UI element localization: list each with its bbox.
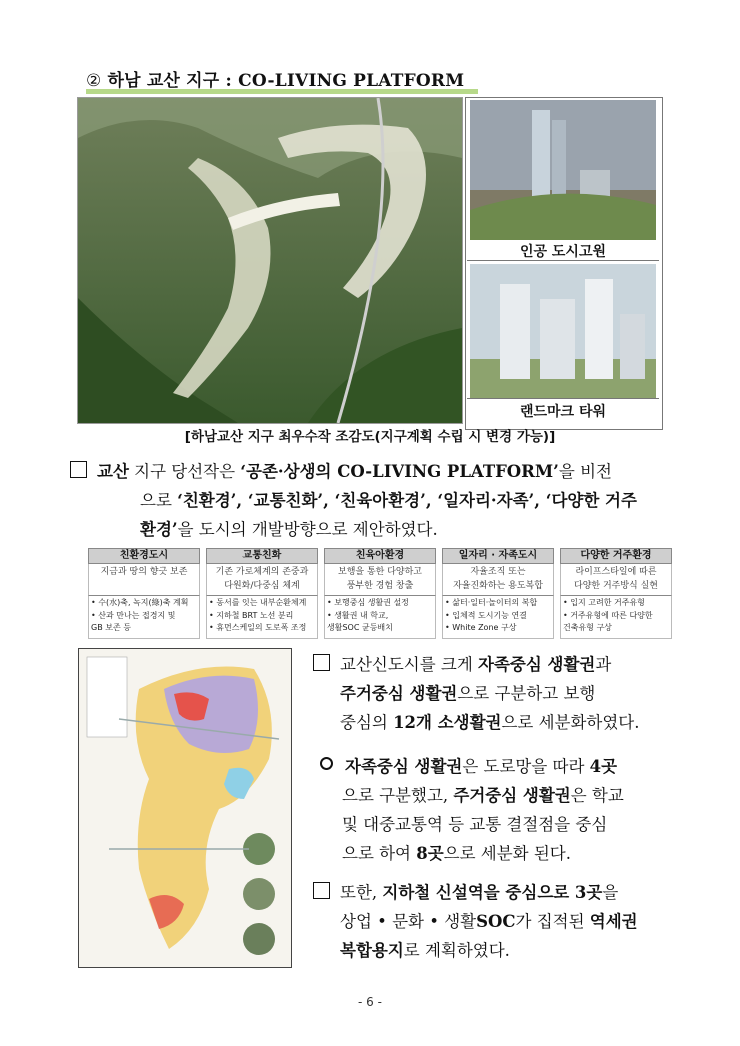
concept-item: • 휴먼스케일의 도로폭 조정: [209, 623, 307, 632]
text-bold: SOC: [476, 912, 516, 931]
concept-item: GB 보존 등: [91, 623, 131, 632]
concept-items: [560, 595, 672, 639]
concept-description: [442, 564, 554, 595]
section-heading: [86, 66, 464, 91]
concept-item: • 입체적 도시기능 연결: [445, 610, 527, 620]
text: 을 비전: [558, 462, 612, 481]
paragraph-station-areas: [313, 878, 685, 965]
text: 을 도시의 개발방향으로 제안하였다.: [177, 520, 438, 539]
text: 상업 • 문화 • 생활: [340, 912, 477, 931]
paragraph-line: [70, 515, 680, 544]
concept-header: 친육아환경: [324, 548, 436, 564]
concept-item: 생활SOC 균등배치: [327, 623, 393, 632]
landmark-tower-image: [470, 264, 656, 399]
concept-header: 친환경도시: [88, 548, 200, 564]
description-line: 지금과 땅의 향긋 보존: [100, 567, 188, 577]
urban-plateau-image: [470, 100, 656, 240]
description-line: 풍부한 경험 창출: [346, 581, 414, 591]
concept-header: 일자리 · 자족도시: [442, 548, 554, 564]
checkbox-bullet: [313, 654, 330, 671]
concept-column: [324, 548, 436, 636]
concept-item: 건축유형 구상: [563, 623, 612, 632]
checkbox-bullet: [70, 461, 87, 478]
paragraph-line: [313, 936, 685, 965]
figure-caption: [하남교산 지구 최우수작 조감도(지구계획 수립 시 변경 가능)]: [184, 429, 556, 445]
text: 으로: [140, 491, 178, 510]
text: 은 학교: [570, 786, 624, 805]
paragraph-line: [313, 907, 685, 936]
aerial-rendering-image: [77, 97, 463, 424]
concept-header: 다양한 거주환경: [560, 548, 672, 564]
paragraph-line: [320, 781, 685, 810]
text: 으로 구분했고,: [342, 786, 454, 805]
text-bold: 자족중심 생활권: [345, 757, 463, 776]
concept-item: • 동서를 잇는 내부순환체계: [209, 598, 307, 607]
concept-column: [88, 548, 200, 636]
concept-item: • 산과 만나는 접경지 및: [91, 610, 176, 620]
text-bold: 교산: [97, 462, 129, 481]
concept-item: • 거주유형에 따른 다양한: [563, 610, 653, 620]
text: 으로 세분화하였다.: [501, 713, 640, 732]
text: 로 계획하였다.: [403, 941, 510, 960]
paragraph-line: [320, 839, 685, 868]
section-title: 하남 교산 지구 : CO-LIVING PLATFORM: [107, 71, 465, 91]
section-number: ②: [86, 71, 102, 91]
text: 과: [595, 655, 612, 674]
caption-divider-bottom: [467, 398, 659, 399]
text-bold: 8곳: [416, 844, 444, 863]
concept-item: • 수(水)축, 녹지(綠)축 계획: [91, 598, 189, 607]
paragraph-line: 및 대중교통역 등 교통 결절점을 중심: [342, 815, 608, 834]
checkbox-bullet: [313, 882, 330, 899]
description-line: 자율진화하는 용도복합: [453, 581, 543, 591]
text-bold: 역세권: [589, 912, 638, 931]
text-bold: 주거중심 생활권: [340, 684, 458, 703]
concept-column: [442, 548, 554, 636]
text: 중심의: [340, 713, 394, 732]
concept-item: • 보행중심 생활권 설정: [327, 598, 409, 607]
concept-description: [206, 564, 318, 595]
text-bold: 주거중심 생활권: [453, 786, 571, 805]
description-line: 보행을 통한 다양하고: [338, 567, 422, 577]
landmark-tower-caption: 랜드마크 타워: [519, 404, 607, 420]
description-line: 다양한 거주방식 실현: [574, 581, 658, 591]
description-line: 라이프스타일에 따른: [575, 567, 657, 577]
concept-item: • 삶터·일터·놀이터의 복합: [445, 598, 538, 607]
description-line: 자율조직 또는: [470, 567, 526, 577]
text-bold: 복합용지: [340, 941, 404, 960]
text: 으로 하여: [342, 844, 417, 863]
text: 지구 당선작은: [128, 462, 241, 481]
text-bold: ‘공존·상생의 CO-LIVING PLATFORM’: [240, 462, 559, 481]
text: 또한,: [340, 883, 383, 902]
circle-bullet: [320, 757, 333, 770]
text-bold: 12개 소생활권: [393, 713, 502, 732]
text-bold: 환경’: [140, 520, 178, 539]
description-line: 기존 가로체계의 존중과: [215, 567, 309, 577]
text: 가 집적된: [515, 912, 590, 931]
text: 을: [602, 883, 619, 902]
concept-item: • White Zone 구상: [445, 623, 517, 632]
text-bold: 4곳: [589, 757, 618, 776]
concept-items: [88, 595, 200, 639]
paragraph-line: [70, 486, 680, 515]
page-number: - 6 -: [358, 995, 382, 1009]
concept-description: [88, 564, 200, 595]
text: 은 도로망을 따라: [462, 757, 590, 776]
concept-description: [560, 564, 672, 595]
paragraph-line: [313, 708, 685, 737]
concept-column: [560, 548, 672, 636]
text-bold: 자족중심 생활권: [478, 655, 596, 674]
concept-item: • 생활권 내 학교,: [327, 610, 389, 620]
concept-items: [324, 595, 436, 639]
text: 으로 세분화 된다.: [443, 844, 571, 863]
concept-description: [324, 564, 436, 595]
concept-column: [206, 548, 318, 636]
concept-item: • 지하철 BRT 노선 분리: [209, 610, 294, 620]
urban-plateau-caption: 인공 도시고원: [519, 244, 607, 260]
text-bold: 지하철 신설역을 중심으로 3곳: [382, 883, 603, 902]
paragraph-line: [313, 679, 685, 708]
description-line: 다원화/다중심 체계: [224, 581, 300, 591]
concept-header: 교통친화: [206, 548, 318, 564]
text-bold: ‘친환경’, ‘교통친화’, ‘친육아환경’, ‘일자리·자족’, ‘다양한 거주: [177, 491, 637, 510]
concept-table: [88, 548, 674, 636]
concept-item: • 입지 고려한 거주유형: [563, 598, 645, 607]
living-zone-map: [78, 648, 292, 968]
paragraph-living-zones: [313, 650, 685, 737]
text: 교산신도시를 크게: [340, 655, 479, 674]
text: 으로 구분하고 보행: [457, 684, 596, 703]
concept-items: [206, 595, 318, 639]
concept-items: [442, 595, 554, 639]
paragraph-zone-detail: [320, 752, 685, 868]
paragraph-vision: [70, 457, 680, 544]
